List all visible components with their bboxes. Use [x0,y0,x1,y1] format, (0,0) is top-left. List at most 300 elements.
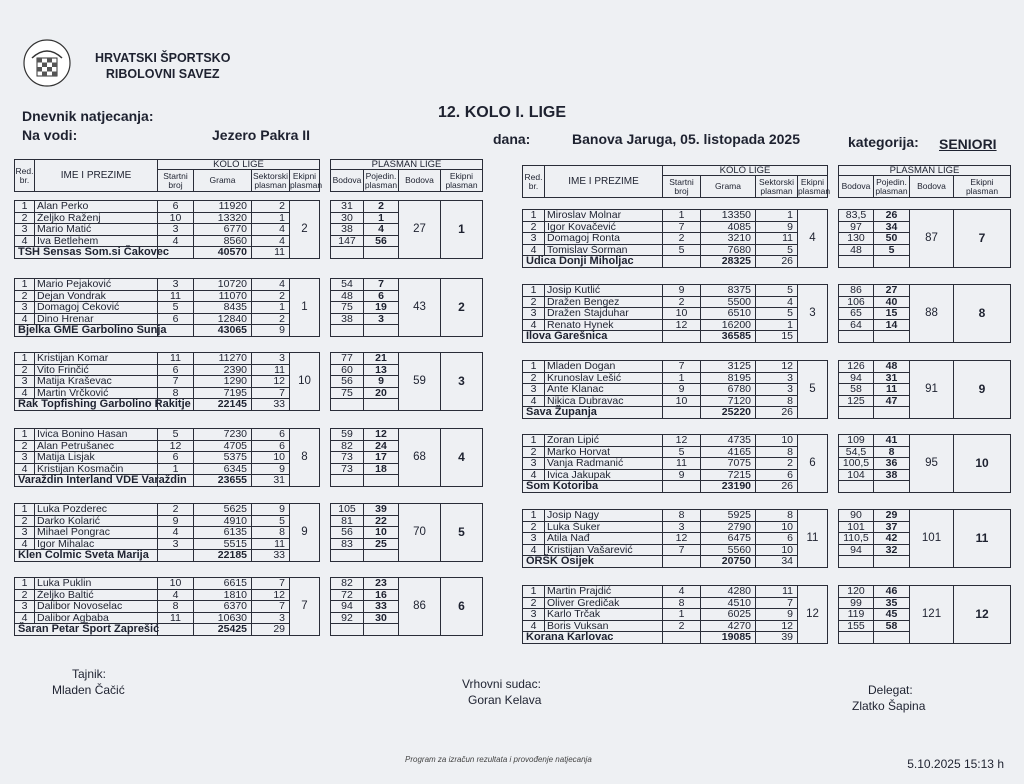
member-name: Ivica Bonino Hasan [35,429,158,441]
member-sector: 2 [252,290,290,302]
member-points: 60 [331,364,364,376]
member-grams: 6475 [701,533,756,545]
member-grams: 6770 [194,224,252,236]
member-sector: 6 [252,429,290,441]
team-block [14,503,483,562]
member-start: 3 [158,279,194,291]
member-sector: 11 [756,233,798,245]
member-start: 1 [663,210,701,222]
date-value: Banova Jaruga, 05. listopada 2025 [572,131,800,147]
team-total-grams: 40570 [194,247,252,259]
member-individual-place: 36 [874,458,910,470]
member-points: 48 [331,290,364,302]
member-no: 1 [15,353,35,365]
member-points: 81 [331,515,364,527]
member-grams: 11270 [194,353,252,365]
member-individual-place: 5 [874,244,910,256]
member-points: 73 [331,452,364,464]
member-start: 12 [663,533,701,545]
member-grams: 7120 [701,395,756,407]
member-start: 8 [663,597,701,609]
member-individual-place: 10 [364,527,399,539]
category-value: SENIORI [939,136,997,152]
member-grams: 7680 [701,244,756,256]
member-start: 1 [663,609,701,621]
competitor-row [523,285,1011,297]
member-no: 4 [15,538,35,550]
member-no: 2 [523,446,545,458]
member-start: 7 [663,221,701,233]
team-total-sector: 9 [252,325,290,337]
team-place: 4 [798,210,828,268]
member-grams: 2390 [194,364,252,376]
member-grams: 8195 [701,372,756,384]
water-value: Jezero Pakra II [212,127,311,143]
member-no: 3 [523,233,545,245]
judge-label: Vrhovni sudac: [462,677,541,691]
team-block [522,509,1011,568]
member-no: 4 [15,387,35,399]
col-start: Startni broj [158,170,194,192]
member-individual-place: 34 [874,221,910,233]
team-block [14,278,483,337]
secretary-label: Tajnik: [72,667,107,681]
league-place: 8 [954,285,1011,343]
member-sector: 3 [252,353,290,365]
member-individual-place: 39 [364,504,399,516]
member-no: 1 [523,510,545,522]
water-label: Na vodi: [22,127,78,143]
team-total-sector: 31 [252,475,290,487]
secretary-name: Mladen Čačić [52,683,125,697]
member-name: Nikica Dubravac [545,395,663,407]
competitor-row [523,510,1011,522]
member-sector: 11 [252,364,290,376]
member-no: 3 [523,458,545,470]
member-points: 130 [839,233,874,245]
member-start: 9 [158,515,194,527]
member-name: Vanja Radmanić [545,458,663,470]
member-no: 3 [15,452,35,464]
member-individual-place: 22 [364,515,399,527]
member-name: Dražen Štajduhar [545,308,663,320]
team-total-grams: 25220 [701,407,756,419]
member-individual-place: 42 [874,533,910,545]
member-sector: 12 [756,620,798,632]
member-no: 4 [523,544,545,556]
member-name: Dejan Vondrak [35,290,158,302]
member-grams: 6025 [701,609,756,621]
member-sector: 11 [252,538,290,550]
member-start: 5 [663,244,701,256]
team-name: Bjelka GME Garbolino Sunja [15,325,158,337]
member-name: Vito Frinčić [35,364,158,376]
competitor-row [523,586,1011,598]
member-sector: 10 [756,435,798,447]
member-start: 2 [663,620,701,632]
member-sector: 10 [756,544,798,556]
member-sector: 12 [252,376,290,388]
member-grams: 5500 [701,296,756,308]
member-grams: 7215 [701,469,756,481]
team-name: Korana Karlovac [523,632,663,644]
member-name: Dino Hrenar [35,313,158,325]
member-no: 4 [523,620,545,632]
team-block [14,352,483,411]
member-name: Josip Kutlić [545,285,663,297]
member-points: 97 [839,221,874,233]
member-grams: 13350 [701,210,756,222]
member-individual-place: 32 [874,544,910,556]
team-total-sector: 15 [756,331,798,343]
member-sector: 7 [756,597,798,609]
member-no: 4 [15,313,35,325]
member-individual-place: 13 [364,364,399,376]
member-points: 99 [839,597,874,609]
competitor-row [15,429,483,441]
team-name: Som Kotoriba [523,481,663,493]
team-place: 2 [290,201,320,259]
member-no: 3 [15,376,35,388]
member-start: 10 [158,212,194,224]
member-sector: 5 [252,515,290,527]
team-name: Šaran Petar Šport Zaprešić [15,624,158,636]
member-grams: 5515 [194,538,252,550]
member-individual-place: 47 [874,395,910,407]
member-individual-place: 17 [364,452,399,464]
competitor-row [523,361,1011,373]
member-individual-place: 40 [874,296,910,308]
member-start: 4 [663,586,701,598]
team-total-sector: 39 [756,632,798,644]
col-points2: Bodova [910,176,954,198]
member-grams: 4085 [701,221,756,233]
member-start: 2 [663,296,701,308]
print-timestamp: 5.10.2025 15:13 h [907,757,1004,771]
member-individual-place: 38 [874,469,910,481]
member-no: 4 [523,319,545,331]
col-sector: Sektorski plasman [253,170,288,190]
league-points: 59 [399,353,441,411]
member-grams: 8375 [701,285,756,297]
team-total-grams: 23655 [194,475,252,487]
member-sector: 7 [252,578,290,590]
team-total-grams: 28325 [701,256,756,268]
member-points: 83,5 [839,210,874,222]
member-start: 1 [158,463,194,475]
member-individual-place: 58 [874,620,910,632]
member-points: 38 [331,313,364,325]
col-points: Bodova [839,176,874,198]
member-grams: 11070 [194,290,252,302]
competitor-row [15,279,483,291]
team-total-grams: 36585 [701,331,756,343]
team-name: Varaždin Interland VDE Varaždin [15,475,158,487]
member-grams: 7075 [701,458,756,470]
diary-label: Dnevnik natjecanja: [22,108,154,124]
member-name: Miroslav Molnar [545,210,663,222]
member-grams: 1810 [194,589,252,601]
member-points: 155 [839,620,874,632]
member-start: 10 [663,395,701,407]
member-individual-place: 21 [364,353,399,365]
league-place: 5 [441,504,483,562]
team-place: 7 [290,578,320,636]
member-grams: 6135 [194,527,252,539]
member-start: 7 [158,376,194,388]
member-points: 94 [331,601,364,613]
member-name: Iva Betlehem [35,235,158,247]
member-no: 2 [523,296,545,308]
column-header-right [522,165,1011,198]
member-points: 65 [839,308,874,320]
member-name: Martin Vrčković [35,387,158,399]
member-individual-place: 33 [364,601,399,613]
member-name: Dalibor Agbaba [35,612,158,624]
member-start: 6 [158,364,194,376]
delegate-label: Delegat: [868,683,913,697]
member-grams: 6510 [701,308,756,320]
member-grams: 4705 [194,440,252,452]
league-place: 4 [441,429,483,487]
col-kolo-lige: KOLO LIGE [663,166,828,176]
member-individual-place: 27 [874,285,910,297]
member-sector: 12 [252,589,290,601]
competitor-row [15,504,483,516]
member-start: 11 [158,612,194,624]
member-start: 11 [663,458,701,470]
member-start: 6 [158,452,194,464]
member-no: 1 [15,201,35,213]
member-name: Luka Šuker [545,521,663,533]
member-sector: 8 [252,527,290,539]
member-points: 82 [331,578,364,590]
member-start: 7 [663,361,701,373]
member-points: 125 [839,395,874,407]
member-start: 12 [663,319,701,331]
member-grams: 5625 [194,504,252,516]
col-indiv: Pojedin. plasman [875,176,908,196]
team-name: Udica Donji Miholjac [523,256,663,268]
team-block [522,434,1011,493]
member-grams: 4910 [194,515,252,527]
judge-name: Goran Kelava [468,693,542,707]
team-place: 3 [798,285,828,343]
member-points: 109 [839,435,874,447]
col-teamp: Ekipni plasman [441,170,483,192]
team-block [522,585,1011,644]
member-start: 11 [158,290,194,302]
team-name: Ilova Garešnica [523,331,663,343]
member-sector: 4 [252,279,290,291]
member-individual-place: 45 [874,609,910,621]
member-grams: 6370 [194,601,252,613]
member-name: Zoran Lipić [545,435,663,447]
member-no: 2 [523,597,545,609]
league-points: 27 [399,201,441,259]
team-place: 9 [290,504,320,562]
date-label: dana: [493,131,531,147]
member-grams: 6780 [701,384,756,396]
member-start: 2 [663,233,701,245]
col-points2: Bodova [399,170,441,192]
league-points: 87 [910,210,954,268]
member-sector: 4 [252,235,290,247]
member-start: 5 [663,446,701,458]
member-sector: 2 [252,201,290,213]
member-points: 48 [839,244,874,256]
federation-logo [22,38,72,88]
member-start: 3 [158,224,194,236]
member-start: 12 [663,435,701,447]
team-total-sector: 29 [252,624,290,636]
member-individual-place: 24 [364,440,399,452]
member-no: 2 [523,221,545,233]
member-no: 2 [15,290,35,302]
member-no: 2 [15,589,35,601]
member-name: Ante Klanac [545,384,663,396]
league-place: 9 [954,361,1011,419]
team-place: 8 [290,429,320,487]
league-place: 2 [441,279,483,337]
member-name: Alan Perko [35,201,158,213]
member-points: 101 [839,521,874,533]
col-grams: Grama [194,170,252,192]
league-place: 10 [954,435,1011,493]
member-sector: 8 [756,446,798,458]
league-place: 3 [441,353,483,411]
competitor-row [523,435,1011,447]
member-points: 119 [839,609,874,621]
member-grams: 7195 [194,387,252,399]
team-total-grams: 25425 [194,624,252,636]
member-individual-place: 37 [874,521,910,533]
member-sector: 1 [756,210,798,222]
member-grams: 13320 [194,212,252,224]
member-grams: 6345 [194,463,252,475]
league-place: 1 [441,201,483,259]
member-individual-place: 35 [874,597,910,609]
member-sector: 7 [252,387,290,399]
team-block [14,428,483,487]
member-sector: 4 [252,224,290,236]
member-points: 56 [331,376,364,388]
col-teamp: Ekipni plasman [954,176,1011,198]
member-grams: 2790 [701,521,756,533]
member-grams: 10720 [194,279,252,291]
column-header-left [14,159,483,192]
member-individual-place: 18 [364,463,399,475]
delegate-name: Zlatko Šapina [852,699,926,713]
member-no: 1 [523,586,545,598]
team-place: 5 [798,361,828,419]
member-points: 83 [331,538,364,550]
member-name: Atila Nađ [545,533,663,545]
member-grams: 6615 [194,578,252,590]
member-points: 59 [331,429,364,441]
member-grams: 8435 [194,302,252,314]
team-place: 12 [798,586,828,644]
member-start: 10 [158,578,194,590]
member-no: 3 [15,302,35,314]
member-no: 1 [523,435,545,447]
member-sector: 5 [756,308,798,320]
col-team: Ekipni plasman [798,176,831,196]
member-sector: 1 [252,302,290,314]
member-start: 8 [663,510,701,522]
member-individual-place: 16 [364,589,399,601]
member-name: Oliver Gredičak [545,597,663,609]
member-individual-place: 23 [364,578,399,590]
team-block [14,577,483,636]
col-grams: Grama [701,176,756,198]
member-name: Tomislav Šorman [545,244,663,256]
member-individual-place: 50 [874,233,910,245]
member-sector: 1 [756,319,798,331]
member-points: 82 [331,440,364,452]
member-points: 120 [839,586,874,598]
member-points: 104 [839,469,874,481]
member-points: 56 [331,527,364,539]
col-red: Red. br. [523,166,545,198]
member-individual-place: 29 [874,510,910,522]
col-start: Startni broj [663,176,701,198]
member-points: 90 [839,510,874,522]
member-individual-place: 4 [364,224,399,236]
member-sector: 3 [756,384,798,396]
league-points: 88 [910,285,954,343]
member-points: 94 [839,544,874,556]
member-name: Luka Pozderec [35,504,158,516]
member-sector: 1 [252,212,290,224]
member-individual-place: 6 [364,290,399,302]
league-place: 12 [954,586,1011,644]
member-sector: 5 [756,285,798,297]
member-sector: 10 [252,452,290,464]
member-start: 7 [663,544,701,556]
team-total-grams: 22145 [194,399,252,411]
member-individual-place: 7 [364,279,399,291]
team-total-sector: 34 [756,556,798,568]
member-no: 2 [15,364,35,376]
competitor-row [15,353,483,365]
member-points: 77 [331,353,364,365]
team-name: Klen Colmic Sveta Marija [15,550,158,562]
league-points: 68 [399,429,441,487]
member-individual-place: 48 [874,361,910,373]
member-no: 4 [523,395,545,407]
member-name: Kristijan Kosmačin [35,463,158,475]
member-start: 8 [158,387,194,399]
member-no: 1 [523,285,545,297]
member-name: Darko Kolarić [35,515,158,527]
member-name: Krunoslav Lešić [545,372,663,384]
member-grams: 8560 [194,235,252,247]
member-grams: 4165 [701,446,756,458]
member-start: 9 [663,285,701,297]
member-no: 1 [15,279,35,291]
team-name: Sava Županja [523,407,663,419]
member-start: 5 [158,302,194,314]
member-points: 75 [331,302,364,314]
member-sector: 4 [756,296,798,308]
federation-line1: HRVATSKI ŠPORTSKO [95,51,231,65]
member-points: 106 [839,296,874,308]
member-individual-place: 1 [364,212,399,224]
col-indiv: Pojedin. plasman [364,170,398,190]
member-individual-place: 19 [364,302,399,314]
member-start: 4 [158,235,194,247]
